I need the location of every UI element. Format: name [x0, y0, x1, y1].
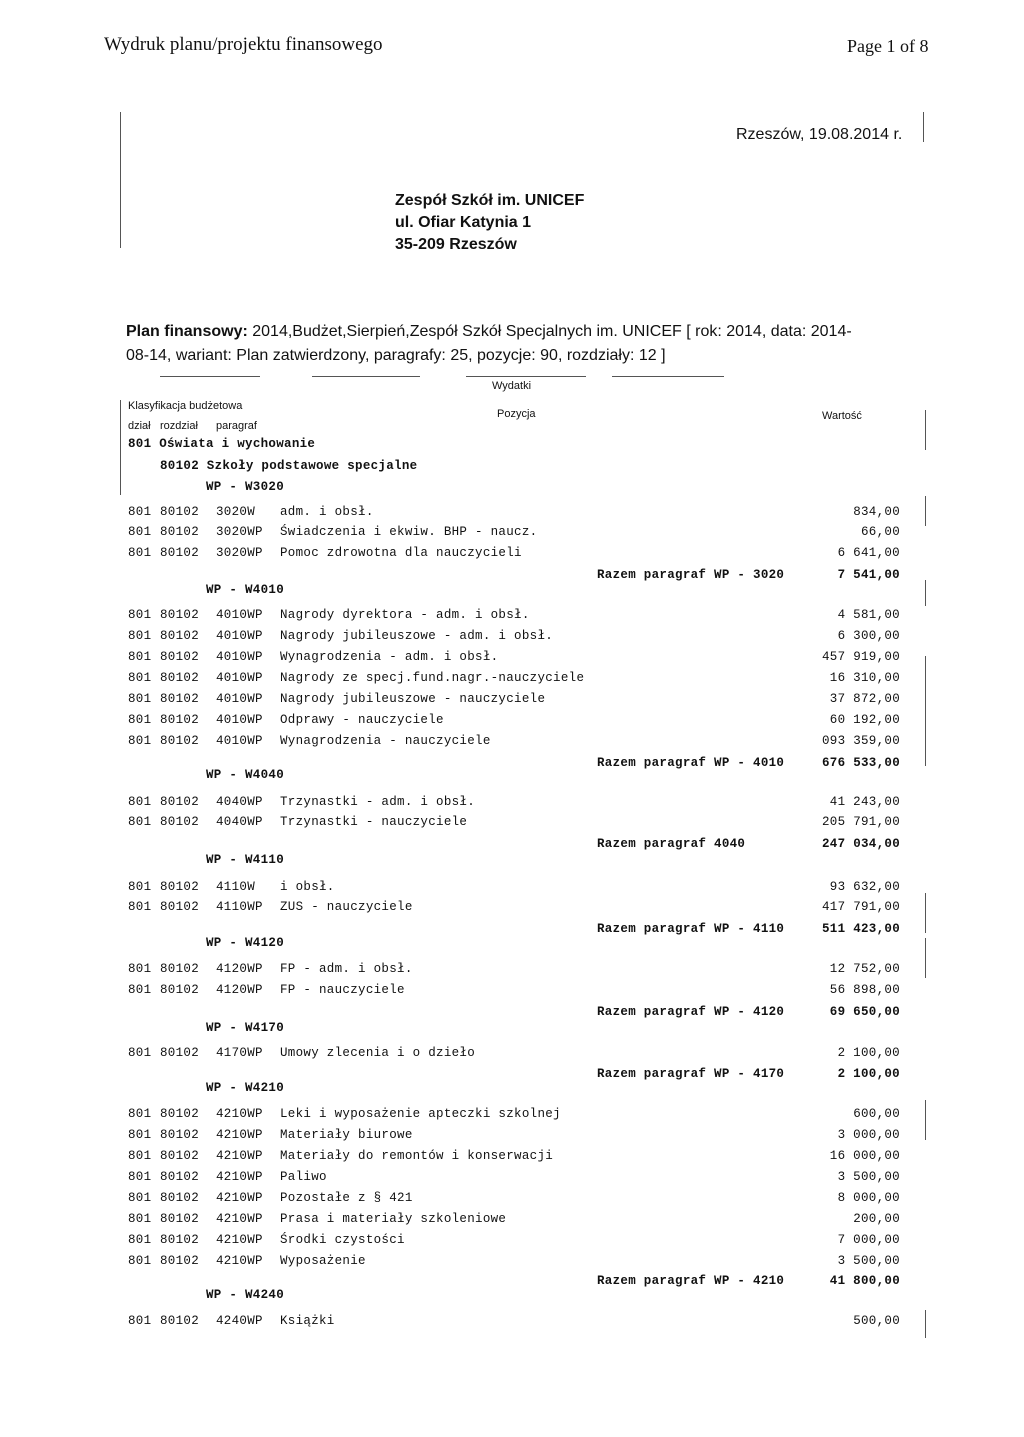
cell-wartosc: 3 000,00 — [837, 1128, 900, 1142]
cell-wartosc: 4 581,00 — [837, 608, 900, 622]
cell-wartosc: 3 500,00 — [837, 1254, 900, 1268]
table-border-right — [925, 580, 926, 606]
cell-dzial: 801 — [128, 692, 152, 706]
place-date: Rzeszów, 19.08.2014 r. — [736, 126, 903, 143]
cell-paragraf: 4210WP — [216, 1149, 263, 1163]
cell-wartosc: 600,00 — [853, 1107, 900, 1121]
cell-paragraf: 4120WP — [216, 983, 263, 997]
cell-rozdzial: 80102 — [160, 1233, 200, 1247]
paragraph-group-title: WP - W4170 — [206, 1021, 285, 1035]
dzial-header: dział — [128, 420, 151, 432]
scan-border-left — [120, 112, 121, 248]
cell-paragraf: 4010WP — [216, 671, 263, 685]
cell-rozdzial: 80102 — [160, 650, 200, 664]
rozdzial-label: 80102 Szkoły podstawowe specjalne — [160, 459, 418, 473]
cell-paragraf: 4210WP — [216, 1128, 263, 1142]
cell-paragraf: 4010WP — [216, 713, 263, 727]
cell-paragraf: 3020W — [216, 505, 256, 519]
institution-city: 35-209 Rzeszów — [395, 236, 517, 253]
paragraph-total-value: 247 034,00 — [821, 837, 900, 851]
cell-dzial: 801 — [128, 546, 152, 560]
pozycja-header: Pozycja — [497, 408, 536, 420]
rozdzial-header: rozdział — [160, 420, 198, 432]
cell-paragraf: 3020WP — [216, 525, 263, 539]
cell-wartosc: 417 791,00 — [821, 900, 900, 914]
cell-pozycja: Środki czystości — [280, 1233, 405, 1247]
cell-wartosc: 16 310,00 — [829, 671, 900, 685]
cell-pozycja: Materiały do remontów i konserwacji — [280, 1149, 554, 1163]
paragraph-group-title: WP - W4040 — [206, 768, 285, 782]
cell-rozdzial: 80102 — [160, 1149, 200, 1163]
cell-pozycja: Nagrody ze specj.fund.nagr.-nauczyciele — [280, 671, 585, 685]
paragraph-total-value: 69 650,00 — [829, 1005, 900, 1019]
cell-wartosc: 6 300,00 — [837, 629, 900, 643]
cell-paragraf: 4170WP — [216, 1046, 263, 1060]
cell-wartosc: 8 000,00 — [837, 1191, 900, 1205]
cell-dzial: 801 — [128, 1191, 152, 1205]
cell-dzial: 801 — [128, 795, 152, 809]
cell-pozycja: Prasa i materiały szkoleniowe — [280, 1212, 507, 1226]
header-rule — [612, 376, 724, 377]
wartosc-header: Wartość — [822, 410, 862, 422]
table-border-right — [925, 938, 926, 978]
cell-wartosc: 60 192,00 — [829, 713, 900, 727]
paragraph-total-label: Razem paragraf WP - 4110 — [597, 922, 785, 936]
cell-rozdzial: 80102 — [160, 608, 200, 622]
cell-paragraf: 4210WP — [216, 1233, 263, 1247]
cell-pozycja: Wynagrodzenia - adm. i obsł. — [280, 650, 499, 664]
paragraph-group-title: WP - W4010 — [206, 583, 285, 597]
cell-pozycja: Świadczenia i ekwiw. BHP - naucz. — [280, 525, 538, 539]
cell-rozdzial: 80102 — [160, 734, 200, 748]
cell-pozycja: FP - nauczyciele — [280, 983, 405, 997]
cell-rozdzial: 80102 — [160, 713, 200, 727]
cell-pozycja: Materiały biurowe — [280, 1128, 413, 1142]
cell-paragraf: 4210WP — [216, 1254, 263, 1268]
cell-rozdzial: 80102 — [160, 525, 200, 539]
cell-wartosc: 093 359,00 — [821, 734, 900, 748]
cell-wartosc: 16 000,00 — [829, 1149, 900, 1163]
cell-pozycja: Trzynastki - adm. i obsł. — [280, 795, 476, 809]
cell-pozycja: Wynagrodzenia - nauczyciele — [280, 734, 491, 748]
cell-rozdzial: 80102 — [160, 900, 200, 914]
paragraph-group-title: WP - W4120 — [206, 936, 285, 950]
wydatki-header: Wydatki — [492, 380, 532, 392]
cell-rozdzial: 80102 — [160, 1191, 200, 1205]
table-border-right — [925, 410, 926, 450]
cell-rozdzial: 80102 — [160, 546, 200, 560]
cell-rozdzial: 80102 — [160, 505, 200, 519]
paragraph-total-label: Razem paragraf WP - 4120 — [597, 1005, 785, 1019]
cell-pozycja: Książki — [280, 1314, 335, 1328]
cell-pozycja: i obsł. — [280, 880, 335, 894]
header-rule — [466, 376, 586, 377]
print-title: Wydruk planu/projektu finansowego — [104, 34, 383, 55]
cell-dzial: 801 — [128, 815, 152, 829]
cell-dzial: 801 — [128, 505, 152, 519]
cell-paragraf: 4010WP — [216, 650, 263, 664]
cell-paragraf: 4010WP — [216, 692, 263, 706]
cell-wartosc: 2 100,00 — [837, 1046, 900, 1060]
cell-rozdzial: 80102 — [160, 983, 200, 997]
cell-dzial: 801 — [128, 734, 152, 748]
table-border-left — [120, 400, 121, 495]
cell-rozdzial: 80102 — [160, 629, 200, 643]
plan-line-2: 08-14, wariant: Plan zatwierdzony, paragrafy: 25, pozycje: 90, rozdziały: 12 ] — [126, 347, 666, 364]
cell-dzial: 801 — [128, 1170, 152, 1184]
cell-pozycja: FP - adm. i obsł. — [280, 962, 413, 976]
plan-description: 2014,Budżet,Sierpień,Zespół Szkół Specjalnych im. UNICEF [ rok: 2014, data: 2014- — [247, 323, 852, 340]
cell-rozdzial: 80102 — [160, 1046, 200, 1060]
cell-dzial: 801 — [128, 1254, 152, 1268]
cell-wartosc: 6 641,00 — [837, 546, 900, 560]
cell-dzial: 801 — [128, 1128, 152, 1142]
dzial-label: 801 Oświata i wychowanie — [128, 437, 316, 451]
cell-pozycja: adm. i obsł. — [280, 505, 374, 519]
cell-wartosc: 66,00 — [860, 525, 900, 539]
cell-pozycja: Trzynastki - nauczyciele — [280, 815, 468, 829]
cell-pozycja: Nagrody jubileuszowe - nauczyciele — [280, 692, 546, 706]
scan-border-right — [923, 112, 924, 142]
paragraph-total-value: 2 100,00 — [837, 1067, 900, 1081]
cell-wartosc: 93 632,00 — [829, 880, 900, 894]
paragraph-total-label: Razem paragraf WP - 3020 — [597, 568, 785, 582]
plan-line-1 — [126, 323, 852, 341]
paragraf-header: paragraf — [216, 420, 257, 432]
cell-wartosc: 37 872,00 — [829, 692, 900, 706]
cell-rozdzial: 80102 — [160, 880, 200, 894]
cell-dzial: 801 — [128, 1212, 152, 1226]
table-border-right — [925, 1100, 926, 1140]
paragraph-group-title: WP - W4110 — [206, 853, 285, 867]
cell-dzial: 801 — [128, 629, 152, 643]
cell-pozycja: Paliwo — [280, 1170, 327, 1184]
paragraph-total-value: 676 533,00 — [821, 756, 900, 770]
header-rule — [160, 376, 260, 377]
cell-paragraf: 4210WP — [216, 1107, 263, 1121]
cell-wartosc: 3 500,00 — [837, 1170, 900, 1184]
cell-wartosc: 500,00 — [853, 1314, 900, 1328]
paragraph-group-title: WP - W4240 — [206, 1288, 285, 1302]
cell-wartosc: 56 898,00 — [829, 983, 900, 997]
cell-rozdzial: 80102 — [160, 692, 200, 706]
plan-label: Plan finansowy: — [126, 323, 248, 340]
paragraph-total-label: Razem paragraf WP - 4210 — [597, 1274, 785, 1288]
institution-street: ul. Ofiar Katynia 1 — [395, 214, 532, 231]
cell-pozycja: Odprawy - nauczyciele — [280, 713, 444, 727]
cell-wartosc: 205 791,00 — [821, 815, 900, 829]
cell-paragraf: 4010WP — [216, 734, 263, 748]
cell-paragraf: 4110W — [216, 880, 256, 894]
paragraph-total-value: 511 423,00 — [821, 922, 900, 936]
paragraph-total-value: 41 800,00 — [829, 1274, 900, 1288]
cell-rozdzial: 80102 — [160, 1254, 200, 1268]
cell-wartosc: 200,00 — [853, 1212, 900, 1226]
paragraph-total-label: Razem paragraf 4040 — [597, 837, 746, 851]
cell-pozycja: Leki i wyposażenie apteczki szkolnej — [280, 1107, 561, 1121]
table-border-right — [925, 1310, 926, 1338]
cell-dzial: 801 — [128, 713, 152, 727]
paragraph-group-title: WP - W3020 — [206, 480, 285, 494]
cell-dzial: 801 — [128, 983, 152, 997]
cell-pozycja: Pozostałe z § 421 — [280, 1191, 413, 1205]
cell-rozdzial: 80102 — [160, 1128, 200, 1142]
cell-paragraf: 4120WP — [216, 962, 263, 976]
cell-paragraf: 4040WP — [216, 795, 263, 809]
table-border-right — [925, 496, 926, 526]
cell-dzial: 801 — [128, 1233, 152, 1247]
cell-rozdzial: 80102 — [160, 1212, 200, 1226]
cell-dzial: 801 — [128, 1314, 152, 1328]
cell-dzial: 801 — [128, 1107, 152, 1121]
cell-dzial: 801 — [128, 608, 152, 622]
cell-rozdzial: 80102 — [160, 962, 200, 976]
cell-paragraf: 4040WP — [216, 815, 263, 829]
cell-rozdzial: 80102 — [160, 1314, 200, 1328]
cell-dzial: 801 — [128, 880, 152, 894]
cell-dzial: 801 — [128, 1046, 152, 1060]
table-border-right — [925, 656, 926, 766]
cell-wartosc: 457 919,00 — [821, 650, 900, 664]
cell-paragraf: 4240WP — [216, 1314, 263, 1328]
institution-name: Zespół Szkół im. UNICEF — [395, 192, 585, 209]
cell-dzial: 801 — [128, 962, 152, 976]
cell-paragraf: 3020WP — [216, 546, 263, 560]
cell-rozdzial: 80102 — [160, 671, 200, 685]
cell-rozdzial: 80102 — [160, 795, 200, 809]
header-rule — [312, 376, 420, 377]
cell-paragraf: 4110WP — [216, 900, 263, 914]
klasyfikacja-header: Klasyfikacja budżetowa — [128, 400, 243, 412]
cell-wartosc: 12 752,00 — [829, 962, 900, 976]
cell-dzial: 801 — [128, 650, 152, 664]
page-number: Page 1 of 8 — [847, 36, 929, 56]
paragraph-total-label: Razem paragraf WP - 4010 — [597, 756, 785, 770]
cell-paragraf: 4010WP — [216, 629, 263, 643]
cell-paragraf: 4210WP — [216, 1170, 263, 1184]
cell-dzial: 801 — [128, 900, 152, 914]
paragraph-group-title: WP - W4210 — [206, 1081, 285, 1095]
cell-wartosc: 7 000,00 — [837, 1233, 900, 1247]
table-border-right — [925, 893, 926, 933]
cell-paragraf: 4210WP — [216, 1191, 263, 1205]
cell-dzial: 801 — [128, 525, 152, 539]
cell-pozycja: Nagrody jubileuszowe - adm. i obsł. — [280, 629, 554, 643]
cell-dzial: 801 — [128, 1149, 152, 1163]
cell-pozycja: Wyposażenie — [280, 1254, 366, 1268]
cell-wartosc: 41 243,00 — [829, 795, 900, 809]
cell-rozdzial: 80102 — [160, 1170, 200, 1184]
paragraph-total-label: Razem paragraf WP - 4170 — [597, 1067, 785, 1081]
cell-paragraf: 4210WP — [216, 1212, 263, 1226]
cell-paragraf: 4010WP — [216, 608, 263, 622]
cell-rozdzial: 80102 — [160, 815, 200, 829]
cell-rozdzial: 80102 — [160, 1107, 200, 1121]
cell-dzial: 801 — [128, 671, 152, 685]
cell-wartosc: 834,00 — [853, 505, 900, 519]
cell-pozycja: ZUS - nauczyciele — [280, 900, 413, 914]
cell-pozycja: Pomoc zdrowotna dla nauczycieli — [280, 546, 522, 560]
cell-pozycja: Umowy zlecenia i o dzieło — [280, 1046, 476, 1060]
paragraph-total-value: 7 541,00 — [837, 568, 900, 582]
cell-pozycja: Nagrody dyrektora - adm. i obsł. — [280, 608, 530, 622]
